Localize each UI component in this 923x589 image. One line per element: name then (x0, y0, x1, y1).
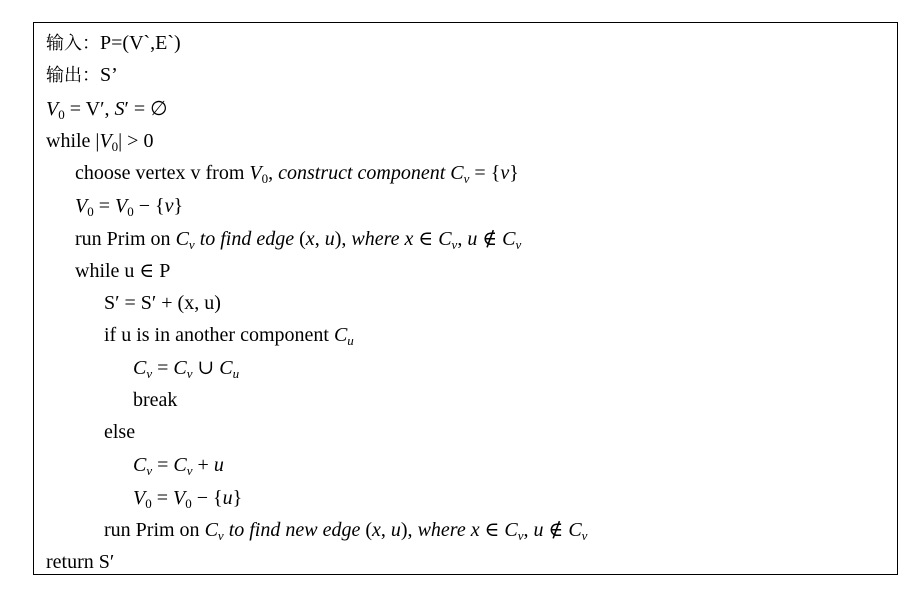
algorithm-line: $V_0 = V'$, S′ = ∅ (46, 98, 168, 122)
algorithm-line: choose vertex v from $V_0$, construct component $C_v = \{v\}$ (75, 162, 519, 186)
algorithm-line: else (104, 421, 136, 443)
algorithm-line: if u is in another component $C_u$ (104, 324, 354, 348)
algorithm-line: break (133, 389, 178, 411)
algorithm-line: S′ = S′ + (x, u) (104, 292, 221, 314)
algorithm-line: run Prim on $C_v$ to find edge (x, u), where x ∈ $C_v$, u ∉ $C_v$ (75, 228, 522, 252)
algorithm-box (33, 22, 898, 575)
algorithm-line: return S′ (46, 551, 115, 573)
algorithm-line: 输出：S’ (46, 64, 118, 86)
algorithm-line: $V_0 = V_0 - \{u\}$ (133, 487, 243, 511)
algorithm-line: run Prim on $C_v$ to find new edge (x, u), where x ∈ $C_v$, u ∉ $C_v$ (104, 519, 588, 543)
algorithm-line: while $|V_0| > 0$ (46, 130, 154, 154)
algorithm-line: 输入：P=(V`,E`) (46, 32, 181, 54)
algorithm-line: $C_v = C_v + u$ (133, 454, 224, 478)
algorithm-line: $V_0 = V_0 - \{v\}$ (75, 195, 184, 219)
algorithm-line: while u ∈ P (75, 260, 171, 282)
algorithm-line: $C_v = C_v$ ∪ $C_u$ (133, 357, 240, 381)
